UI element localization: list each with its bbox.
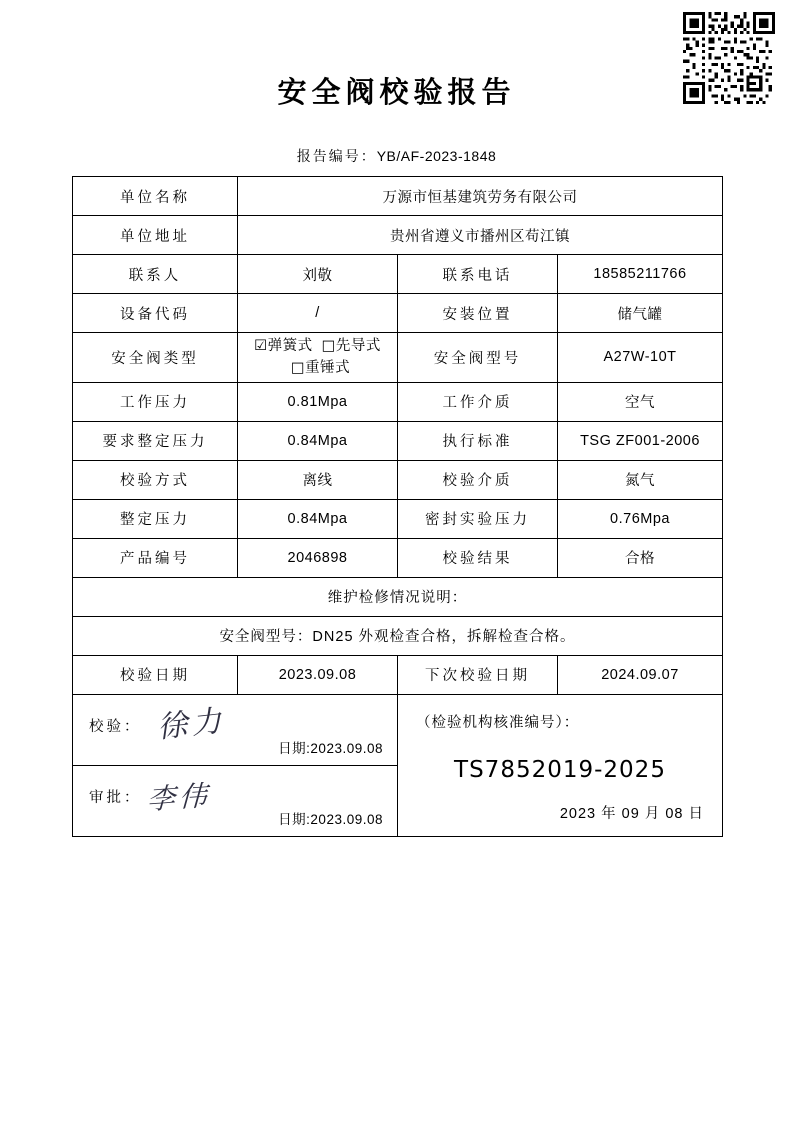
value-test-result: 合格 — [558, 538, 723, 577]
value-install-location: 储气罐 — [558, 294, 723, 333]
agency-block — [398, 694, 723, 836]
maintenance-note-title: 维护检修情况说明： — [73, 577, 723, 616]
table-row — [73, 460, 723, 499]
value-seal-test-pressure: 0.76Mpa — [558, 499, 723, 538]
table-row — [73, 577, 723, 616]
table-row — [73, 294, 723, 333]
checkbox-pilot[interactable]: □ — [321, 338, 336, 354]
value-working-pressure: 0.81Mpa — [238, 382, 398, 421]
label-valve-model: 安全阀型号 — [398, 333, 558, 383]
report-number-label: 报告编号： — [296, 148, 377, 164]
value-test-medium: 氮气 — [558, 460, 723, 499]
label-test-medium: 校验介质 — [398, 460, 558, 499]
value-working-medium: 空气 — [558, 382, 723, 421]
label-standard: 执行标准 — [398, 421, 558, 460]
label-device-code: 设备代码 — [73, 294, 238, 333]
checkbox-spring-checked[interactable]: ☑ — [254, 338, 268, 354]
value-valve-model: A27W-10T — [558, 333, 723, 383]
table-row — [73, 655, 723, 694]
table-row — [73, 216, 723, 255]
inspector-signature-cell — [73, 694, 398, 765]
approver-signature: 李伟 — [146, 778, 212, 817]
table-row — [73, 382, 723, 421]
value-required-set-pressure: 0.84Mpa — [238, 421, 398, 460]
table-row — [73, 421, 723, 460]
value-set-pressure: 0.84Mpa — [238, 499, 398, 538]
label-required-set-pressure: 要求整定压力 — [73, 421, 238, 460]
approver-date: 日期:2023.09.08 — [278, 811, 383, 827]
label-seal-test-pressure: 密封实验压力 — [398, 499, 558, 538]
page-title: 安全阀校验报告 — [277, 75, 516, 109]
label-test-date: 校验日期 — [73, 655, 238, 694]
report-number-value: YB/AF-2023-1848 — [376, 148, 497, 164]
label-test-method: 校验方式 — [73, 460, 238, 499]
agency-title: （检验机构核准编号）： — [416, 715, 580, 732]
label-contact-phone: 联系电话 — [398, 255, 558, 294]
label-product-number: 产品编号 — [73, 538, 238, 577]
label-install-location: 安装位置 — [398, 294, 558, 333]
valve-type-options — [238, 333, 398, 383]
table-row — [73, 177, 723, 216]
checkbox-deadweight[interactable]: □ — [290, 360, 306, 377]
table-row — [73, 255, 723, 294]
value-test-method: 离线 — [238, 460, 398, 499]
inspector-signature: 徐力 — [155, 703, 228, 746]
maintenance-note-body: 安全阀型号：DN25 外观检查合格，拆解检查合格。 — [73, 616, 723, 655]
label-working-medium: 工作介质 — [398, 382, 558, 421]
value-standard: TSG ZF001-2006 — [558, 421, 723, 460]
value-contact-phone: 18585211766 — [558, 255, 723, 294]
label-contact-person: 联系人 — [73, 255, 238, 294]
label-valve-type: 安全阀类型 — [73, 333, 238, 383]
label-set-pressure: 整定压力 — [73, 499, 238, 538]
value-test-date: 2023.09.08 — [238, 655, 398, 694]
approver-signature-cell — [73, 765, 398, 836]
value-company-name: 万源市恒基建筑劳务有限公司 — [238, 177, 723, 216]
value-device-code: / — [238, 294, 398, 333]
value-next-test-date: 2024.09.07 — [558, 655, 723, 694]
agency-date: 2023 年 09 月 08 日 — [559, 806, 704, 823]
table-row — [73, 333, 723, 383]
label-inspector: 校验： — [89, 718, 142, 735]
label-pilot-type: 先导式 — [335, 338, 381, 354]
inspector-date: 日期:2023.09.08 — [278, 740, 383, 756]
signature-row-inspector — [73, 694, 723, 765]
label-company-address: 单位地址 — [73, 216, 238, 255]
label-spring-type: 弹簧式 — [267, 338, 313, 354]
report-number — [0, 146, 793, 166]
report-table — [72, 176, 723, 837]
label-approver: 审批： — [89, 789, 142, 806]
table-row — [73, 538, 723, 577]
label-deadweight-type: 重锤式 — [305, 360, 351, 377]
value-company-address: 贵州省遵义市播州区苟江镇 — [238, 216, 723, 255]
label-working-pressure: 工作压力 — [73, 382, 238, 421]
value-contact-person: 刘敬 — [238, 255, 398, 294]
label-company-name: 单位名称 — [73, 177, 238, 216]
label-next-test-date: 下次校验日期 — [398, 655, 558, 694]
agency-code: TS7852019-2025 — [454, 757, 666, 784]
table-row — [73, 616, 723, 655]
value-product-number: 2046898 — [238, 538, 398, 577]
table-row — [73, 499, 723, 538]
label-test-result: 校验结果 — [398, 538, 558, 577]
